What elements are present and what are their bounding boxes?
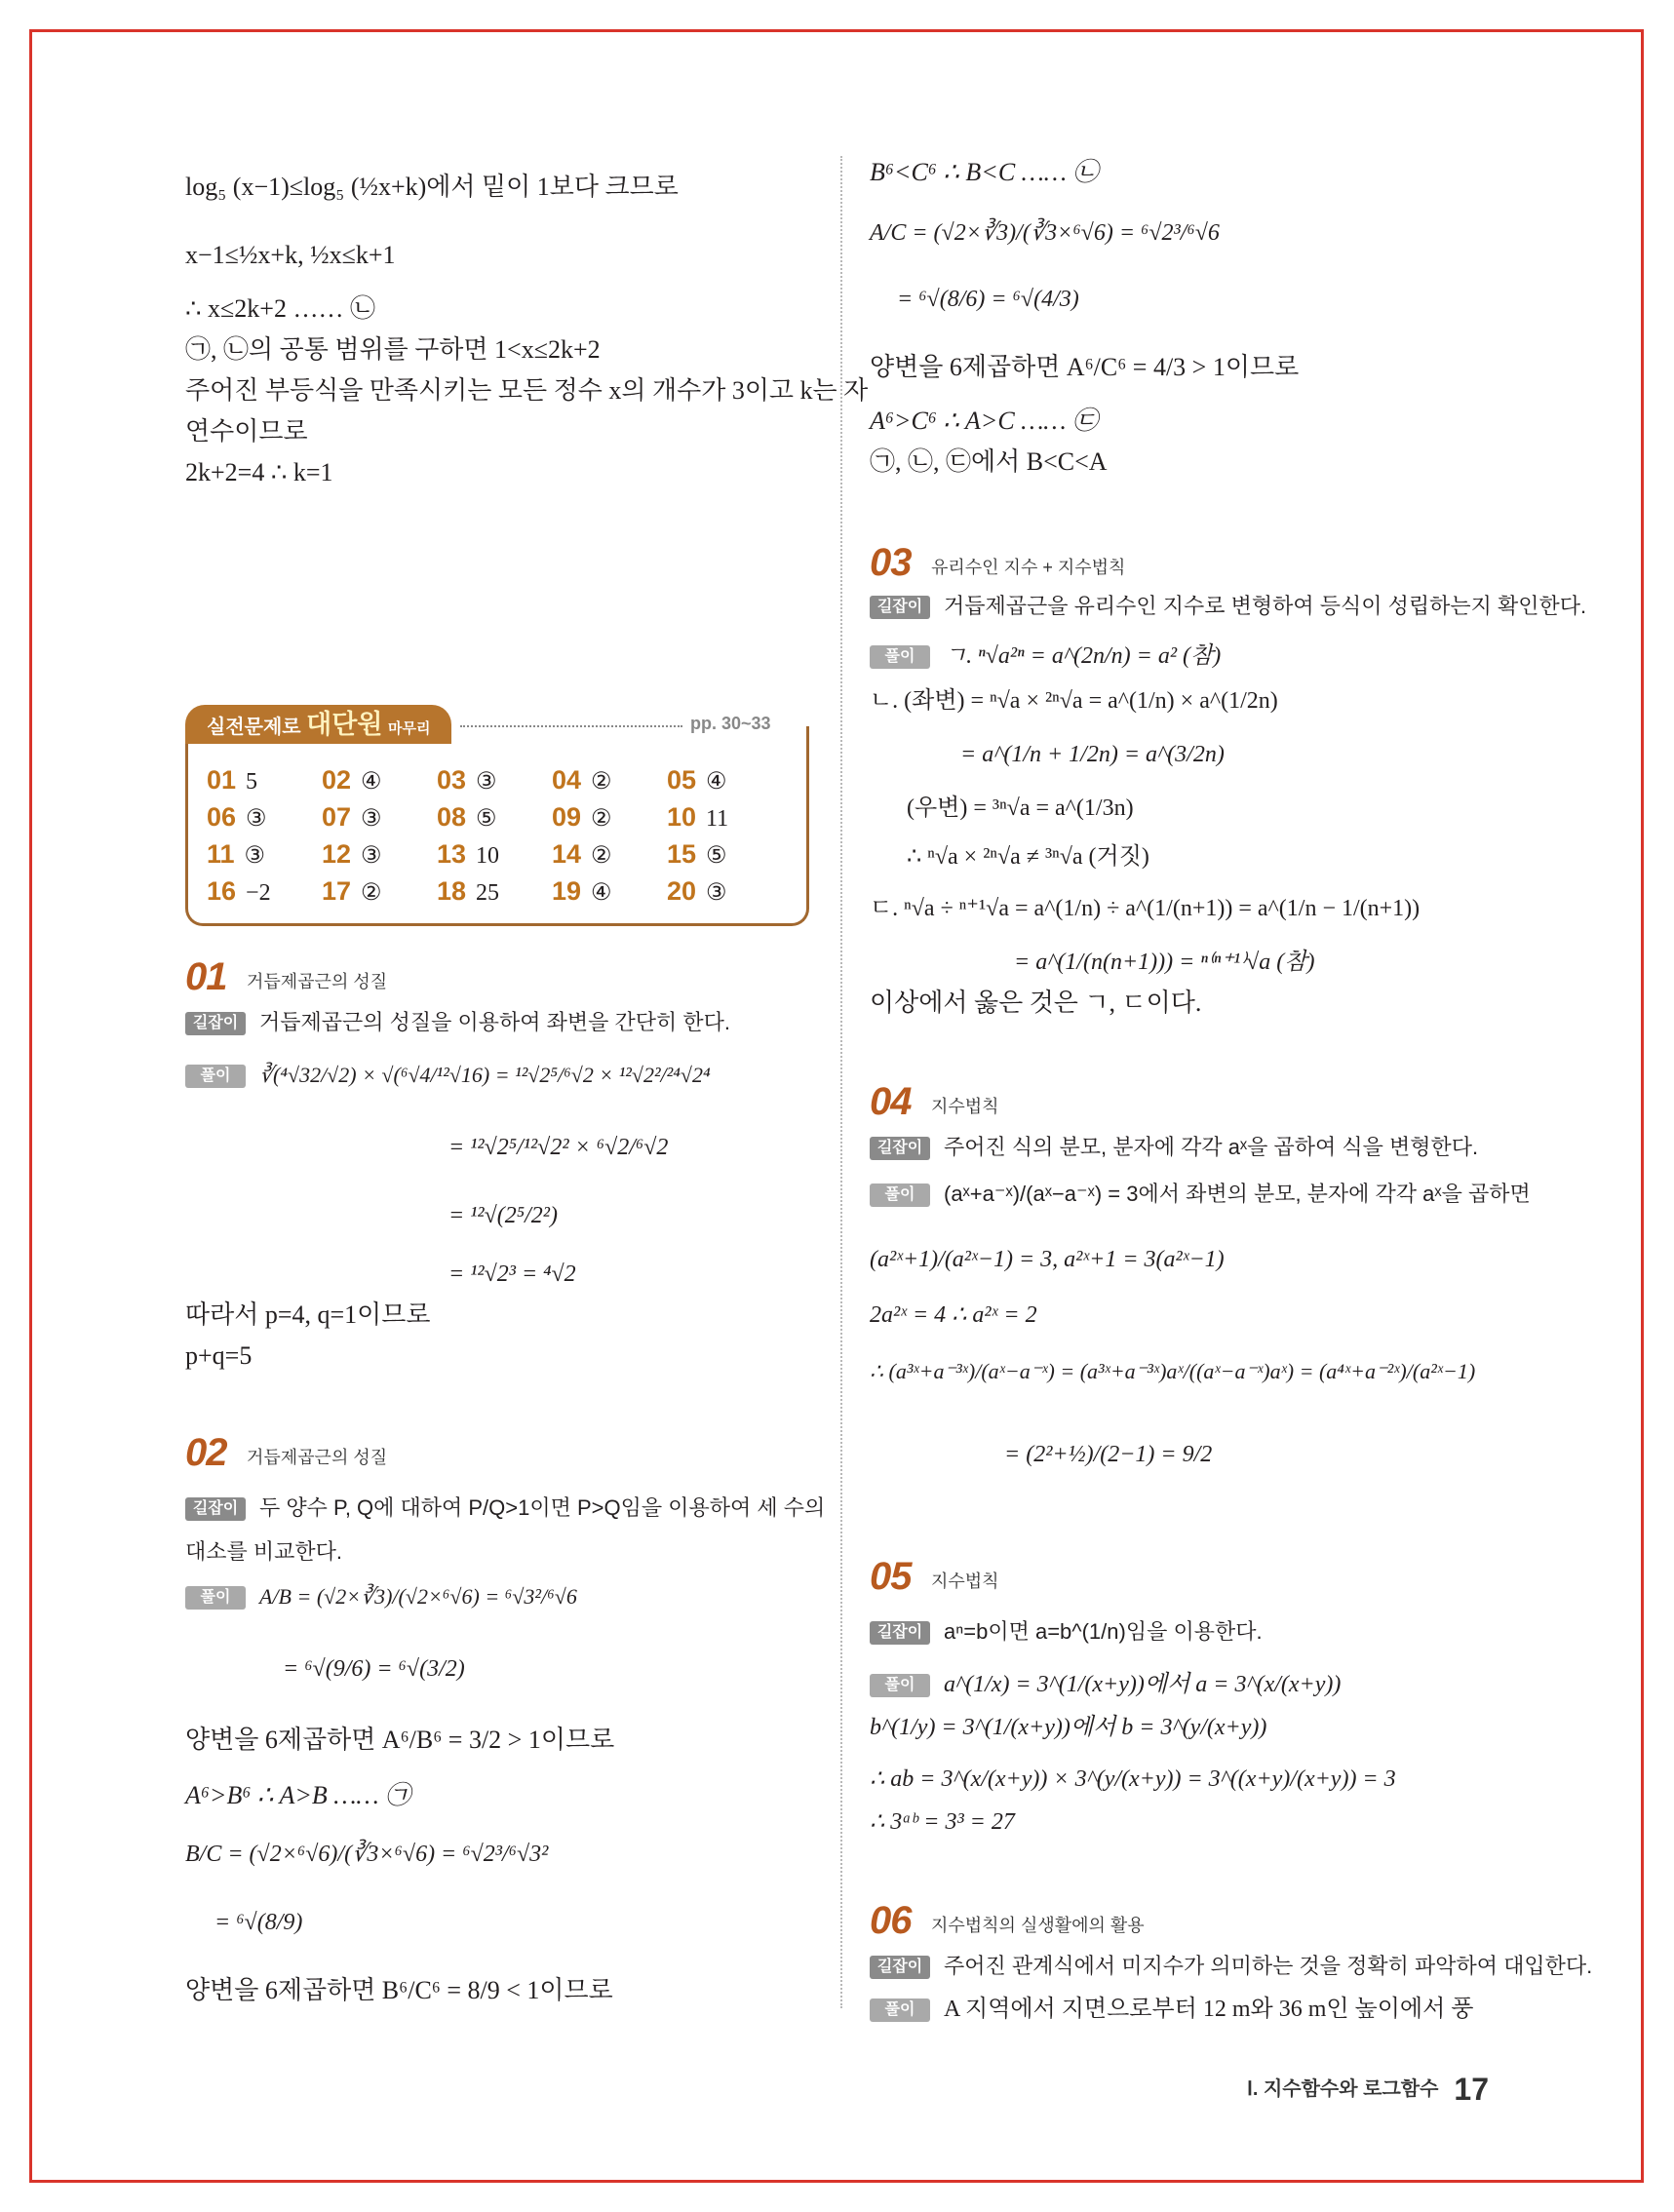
- answer-value: 10: [476, 843, 500, 869]
- solution-tag: 풀이: [185, 1586, 246, 1610]
- intro-line-3: ∴ x≤2k+2 …… ㉡: [185, 294, 375, 323]
- solution-tag: 풀이: [870, 645, 930, 669]
- answer-number: 02: [322, 765, 352, 795]
- section-03-number: 03: [870, 541, 912, 584]
- answer-number: 03: [437, 765, 467, 795]
- section-02-sol-line-7: 양변을 6제곱하면 B⁶/C⁶ = 8/9 < 1이므로: [185, 1976, 613, 2004]
- answer-item: [667, 876, 727, 907]
- answer-value: ③: [361, 843, 382, 869]
- section-02-key-text-2: 대소를 비교한다.: [185, 1539, 342, 1564]
- section-02-title: 거듭제곱근의 성질: [247, 1448, 388, 1467]
- section-05-sol-line-2: b^(1/y) = 3^(1/(x+y))에서 b = 3^(y/(x+y)): [870, 1715, 1267, 1740]
- answer-value: 5: [246, 769, 258, 795]
- section-01-key-text: 거듭제곱근의 성질을 이용하여 좌변을 간단히 한다.: [259, 1010, 730, 1034]
- section-05-number: 05: [870, 1555, 912, 1598]
- answer-item: [552, 802, 612, 833]
- key-tag: 길잡이: [870, 596, 930, 619]
- section-04-number: 04: [870, 1080, 912, 1123]
- section-06-key: [870, 1950, 1592, 1980]
- section-02-sol-line-2: = ⁶√(9/6) = ⁶√(3/2): [283, 1656, 465, 1682]
- answer-number: 18: [437, 876, 467, 906]
- answer-number: 11: [207, 839, 235, 869]
- section-04-title: 지수법칙: [931, 1097, 999, 1116]
- answer-value: ②: [591, 769, 612, 795]
- section-04-key: [870, 1131, 1478, 1161]
- answer-item: [437, 802, 497, 833]
- answer-number: 15: [667, 839, 697, 869]
- answer-box-label-prefix: 실전문제로: [207, 717, 301, 738]
- section-05-sol-line-4: ∴ 3ᵃᵇ = 3³ = 27: [870, 1809, 1015, 1835]
- section-01-sol-line-3: = ¹²√(2⁵/2²): [448, 1203, 558, 1228]
- section-06-number: 06: [870, 1899, 912, 1942]
- right-top-line-6: ㉠, ㉡, ㉢에서 B<C<A: [870, 447, 1108, 476]
- section-04-sol: [870, 1178, 1531, 1208]
- section-01-sol-line-1: ∛(⁴√32/√2) × √(⁶√4/¹²√16) = ¹²√2⁵/⁶√2 × ¹²√2²/²⁴√2⁴: [259, 1063, 711, 1087]
- answer-value: ④: [706, 769, 727, 795]
- answer-item: [437, 876, 499, 907]
- section-02-key: [185, 1492, 825, 1522]
- answer-item: [667, 802, 728, 833]
- answer-box-label: [185, 705, 451, 744]
- answer-number: 09: [552, 802, 582, 832]
- solution-tag: 풀이: [870, 1999, 930, 2022]
- answer-value: ④: [361, 769, 382, 795]
- section-05-key-text: aⁿ=b이면 a=b^(1/n)임을 이용한다.: [944, 1619, 1263, 1644]
- answer-number: 01: [207, 765, 237, 795]
- section-04-sol-line-5: = (2²+½)/(2−1) = 9/2: [1004, 1442, 1213, 1467]
- answer-item: [322, 802, 382, 833]
- intro-line-5: 주어진 부등식을 만족시키는 모든 정수 x의 개수가 3이고 k는 자: [185, 376, 869, 405]
- section-02-key-text: 두 양수 P, Q에 대하여 P/Q>1이면 P>Q임을 이용하여 세 수의: [259, 1495, 826, 1520]
- answer-number: 05: [667, 765, 697, 795]
- section-01-key: [185, 1006, 730, 1036]
- answer-value: ②: [361, 880, 382, 906]
- intro-line-1: log₅ (x−1)≤log₅ (½x+k)에서 밑이 1보다 크므로: [185, 173, 679, 201]
- answer-item: [437, 765, 497, 796]
- answer-box-label-suffix: 마무리: [387, 720, 431, 737]
- section-04-key-text: 주어진 식의 분모, 분자에 각각 aˣ을 곱하여 식을 변형한다.: [944, 1135, 1479, 1159]
- answer-number: 17: [322, 876, 352, 906]
- answer-item: [322, 765, 382, 796]
- answer-value: ③: [244, 843, 266, 869]
- section-03-sol: [870, 636, 1221, 670]
- section-03-sol-line-1: ㄱ. ⁿ√a²ⁿ = a^(2n/n) = a² (참): [944, 643, 1222, 669]
- page-number: 17: [1454, 2072, 1489, 2107]
- section-05-sol-line-3: ∴ ab = 3^(x/(x+y)) × 3^(y/(x+y)) = 3^((x+y)/(x+y)) = 3: [870, 1766, 1396, 1792]
- answer-value: ⑤: [706, 843, 727, 869]
- answer-number: 04: [552, 765, 582, 795]
- section-03-sol-line-5: ∴ ⁿ√a × ²ⁿ√a ≠ ³ⁿ√a (거짓): [907, 844, 1149, 870]
- section-02-sol-line-1: A/B = (√2×∛3)/(√2×⁶√6) = ⁶√3²/⁶√6: [259, 1584, 577, 1609]
- intro-line-2: x−1≤½x+k, ½x≤k+1: [185, 241, 396, 269]
- answer-box-label-big: 대단원: [306, 710, 383, 739]
- section-01-sol: [185, 1063, 711, 1088]
- section-03-key-text: 거듭제곱근을 유리수인 지수로 변형하여 등식이 성립하는지 확인한다.: [944, 594, 1587, 618]
- answer-number: 08: [437, 802, 467, 832]
- section-03-key: [870, 590, 1586, 620]
- solution-tag: 풀이: [870, 1184, 930, 1207]
- solution-tag: 풀이: [185, 1065, 246, 1088]
- section-02-sol-line-6: = ⁶√(8/9): [214, 1910, 303, 1935]
- section-02-sol-line-4: A⁶>B⁶ ∴ A>B …… ㉠: [185, 1781, 411, 1809]
- section-04-sol-line-1: (aˣ+a⁻ˣ)/(aˣ−a⁻ˣ) = 3에서 좌변의 분모, 분자에 각각 aˣ을 곱하면: [944, 1182, 1531, 1206]
- answer-number: 16: [207, 876, 237, 906]
- answer-item: [322, 876, 382, 907]
- section-01-number: 01: [185, 955, 227, 998]
- answer-item: [552, 765, 612, 796]
- answer-number: 19: [552, 876, 582, 906]
- intro-line-4: ㉠, ㉡의 공통 범위를 구하면 1<x≤2k+2: [185, 335, 601, 364]
- section-04-sol-line-3: 2a²ˣ = 4 ∴ a²ˣ = 2: [870, 1302, 1037, 1328]
- section-02-sol-line-3: 양변을 6제곱하면 A⁶/B⁶ = 3/2 > 1이므로: [185, 1726, 615, 1754]
- intro-line-7: 2k+2=4 ∴ k=1: [185, 458, 333, 486]
- section-02-number: 02: [185, 1431, 227, 1474]
- right-top-line-1: B⁶<C⁶ ∴ B<C …… ㉡: [870, 158, 1099, 186]
- section-03-sol-line-7: = a^(1/(n(n+1))) = ⁿ⁽ⁿ⁺¹⁾√a (참): [1014, 950, 1315, 975]
- section-01-sol-line-2: = ¹²√2⁵/¹²√2² × ⁶√2/⁶√2: [448, 1135, 669, 1160]
- answer-value: ②: [591, 843, 612, 869]
- answer-item: [207, 876, 271, 907]
- right-top-line-3: = ⁶√(8/6) = ⁶√(4/3): [897, 287, 1079, 312]
- section-01-title: 거듭제곱근의 성질: [247, 972, 388, 991]
- key-tag: 길잡이: [185, 1012, 246, 1035]
- section-05-sol: [870, 1664, 1341, 1698]
- answer-item: [667, 765, 727, 796]
- key-tag: 길잡이: [870, 1956, 930, 1979]
- answer-value: ③: [246, 806, 267, 832]
- answer-box-dots: [460, 725, 682, 727]
- section-05-title: 지수법칙: [931, 1572, 999, 1591]
- section-06-sol-text: A 지역에서 지면으로부터 12 m와 36 m인 높이에서 풍: [944, 1997, 1474, 2022]
- answer-number: 10: [667, 802, 697, 832]
- answer-number: 07: [322, 802, 352, 832]
- section-06-key-text: 주어진 관계식에서 미지수가 의미하는 것을 정확히 파악하여 대입한다.: [944, 1954, 1593, 1978]
- right-top-line-2: A/C = (√2×∛3)/(∛3×⁶√6) = ⁶√2³/⁶√6: [870, 220, 1220, 246]
- right-top-line-4: 양변을 6제곱하면 A⁶/C⁶ = 4/3 > 1이므로: [870, 353, 1300, 381]
- footer-chapter: Ⅰ. 지수함수와 로그함수: [1246, 2077, 1439, 2100]
- answer-value: ④: [591, 880, 612, 906]
- solution-tag: 풀이: [870, 1674, 930, 1697]
- section-03-sol-line-3: = a^(1/n + 1/2n) = a^(3/2n): [960, 742, 1225, 767]
- answer-item: [322, 839, 382, 870]
- answer-item: [207, 765, 257, 796]
- section-01-sol-line-5: 따라서 p=4, q=1이므로: [185, 1300, 431, 1329]
- answer-number: 20: [667, 876, 697, 906]
- section-01-sol-line-4: = ¹²√2³ = ⁴√2: [448, 1261, 576, 1287]
- section-06-title: 지수법칙의 실생활에의 활용: [931, 1916, 1145, 1935]
- page-footer: [1247, 2072, 1489, 2108]
- section-05-sol-line-1: a^(1/x) = 3^(1/(x+y))에서 a = 3^(x/(x+y)): [944, 1672, 1342, 1697]
- key-tag: 길잡이: [185, 1497, 246, 1521]
- answer-value: 11: [706, 806, 729, 832]
- section-03-sol-line-2: ㄴ. (좌변) = ⁿ√a × ²ⁿ√a = a^(1/n) × a^(1/2n): [870, 688, 1278, 714]
- key-tag: 길잡이: [870, 1621, 930, 1645]
- answer-number: 06: [207, 802, 237, 832]
- answer-number: 14: [552, 839, 582, 869]
- section-03-sol-line-4: (우변) = ³ⁿ√a = a^(1/3n): [907, 796, 1134, 821]
- answer-value: ⑤: [476, 806, 497, 832]
- answer-item: [207, 839, 265, 870]
- section-01-sol-line-6: p+q=5: [185, 1341, 253, 1370]
- section-02-sol-line-5: B/C = (√2×⁶√6)/(∛3×⁶√6) = ⁶√2³/⁶√3²: [185, 1842, 549, 1867]
- right-top-line-5: A⁶>C⁶ ∴ A>C …… ㉢: [870, 407, 1098, 435]
- answer-value: ②: [591, 806, 612, 832]
- answer-item: [552, 876, 612, 907]
- section-04-sol-line-4: ∴ (a³ˣ+a⁻³ˣ)/(aˣ−a⁻ˣ) = (a³ˣ+a⁻³ˣ)aˣ/((aˣ−a⁻ˣ)aˣ) = (a⁴ˣ+a⁻²ˣ)/(a²ˣ−1): [870, 1359, 1476, 1383]
- section-05-key: [870, 1615, 1263, 1646]
- answer-number: 13: [437, 839, 467, 869]
- section-03-sol-line-8: 이상에서 옳은 것은 ㄱ, ㄷ이다.: [870, 989, 1202, 1017]
- answer-number: 12: [322, 839, 352, 869]
- answer-box-pages: pp. 30~33: [690, 714, 771, 733]
- section-03-sol-line-6: ㄷ. ⁿ√a ÷ ⁿ⁺¹√a = a^(1/n) ÷ a^(1/(n+1)) = a^(1/n − 1/(n+1)): [870, 896, 1421, 921]
- answer-item: [667, 839, 727, 870]
- answer-item: [437, 839, 499, 870]
- section-06-sol: [870, 1989, 1473, 2023]
- section-03-title: 유리수인 지수 + 지수법칙: [931, 558, 1126, 577]
- intro-line-6: 연수이므로: [185, 417, 308, 446]
- answer-value: 25: [476, 880, 500, 906]
- section-02-sol: [185, 1584, 577, 1610]
- answer-value: ③: [706, 880, 727, 906]
- section-04-sol-line-2: (a²ˣ+1)/(a²ˣ−1) = 3, a²ˣ+1 = 3(a²ˣ−1): [870, 1247, 1225, 1272]
- answer-value: −2: [246, 880, 271, 906]
- column-divider: [840, 156, 842, 2008]
- answer-value: ③: [476, 769, 497, 795]
- key-tag: 길잡이: [870, 1137, 930, 1160]
- answer-item: [207, 802, 267, 833]
- answer-value: ③: [361, 806, 382, 832]
- answer-item: [552, 839, 612, 870]
